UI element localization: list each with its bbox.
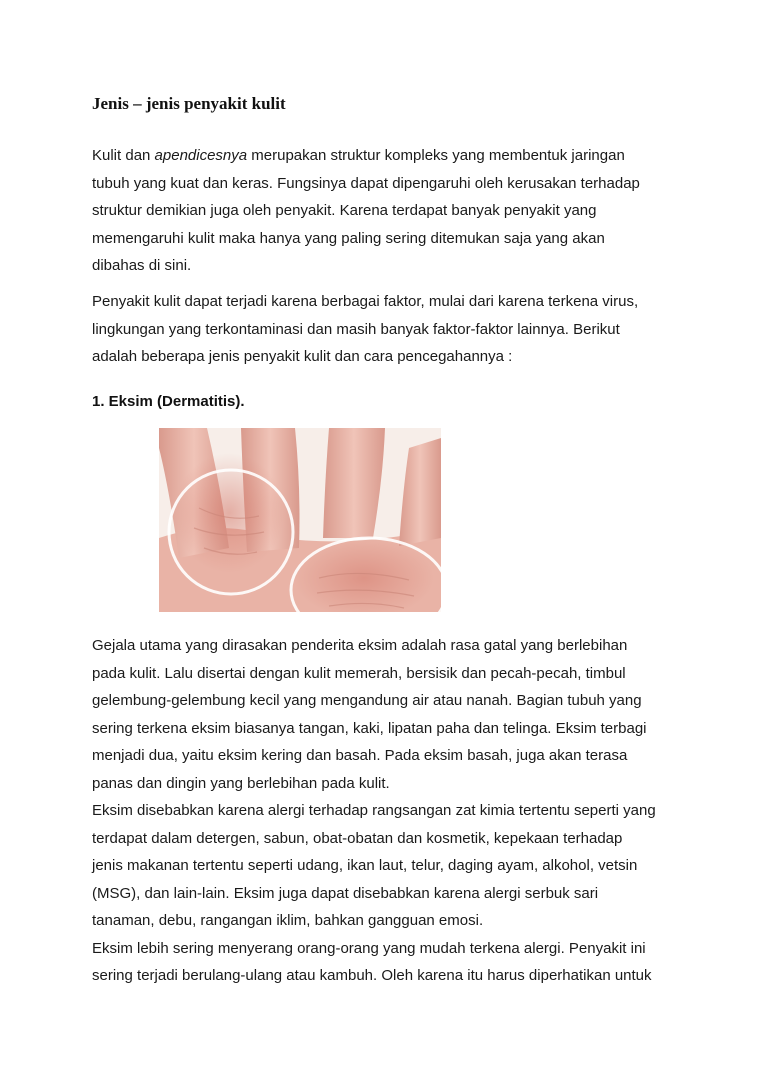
intro-line-1-start: Kulit dan — [92, 147, 155, 164]
section-heading-eksim: 1. Eksim (Dermatitis). — [92, 393, 245, 410]
eksim-line: (MSG), dan lain-lain. Eksim juga dapat disebabkan karena alergi serbuk sari — [92, 884, 599, 902]
eksim-line: Eksim lebih sering menyerang orang-orang yang mudah terkena alergi. Penyakit ini — [92, 939, 646, 957]
intro-line-1-end: merupakan struktur kompleks yang membentuk jaringan — [247, 147, 625, 164]
eksim-line: jenis makanan tertentu seperti udang, ikan laut, telur, daging ayam, alkohol, vetsin — [92, 857, 638, 874]
eksim-line: sering terkena eksim biasanya tangan, kaki, lipatan paha dan telinga. Eksim terbagi — [92, 719, 647, 737]
eksim-line: tanaman, debu, rangangan iklim, bahkan gangguan emosi. — [92, 912, 484, 929]
eczema-hand-illustration — [159, 428, 441, 612]
eksim-line: terdapat dalam detergen, sabun, obat-obatan dan kosmetik, kepekaan terhadap — [92, 829, 623, 847]
intro-line-2: tubuh yang kuat dan keras. Fungsinya dapat dipengaruhi oleh kerusakan terhadap — [92, 174, 640, 192]
paragraph-2-line: lingkungan yang terkontaminasi dan masih banyak faktor-faktor lainnya. Berikut — [92, 320, 620, 338]
intro-paragraph — [92, 142, 692, 280]
paragraph-causes — [92, 288, 692, 371]
eksim-line: Gejala utama yang dirasakan penderita eksim adalah rasa gatal yang berlebihan — [92, 637, 628, 654]
intro-line-1 — [92, 142, 692, 170]
intro-line-4: memengaruhi kulit maka hanya yang paling sering ditemukan saja yang akan — [92, 229, 605, 247]
eksim-line: pada kulit. Lalu disertai dengan kulit memerah, bersisik dan pecah-pecah, timbul — [92, 664, 626, 682]
eksim-line: panas dan dingin yang berlebihan pada kulit. — [92, 774, 390, 792]
intro-line-5: dibahas di sini. — [92, 257, 192, 274]
intro-line-3: struktur demikian juga oleh penyakit. Karena terdapat banyak penyakit yang — [92, 202, 597, 219]
eksim-line: Eksim disebabkan karena alergi terhadap rangsangan zat kimia tertentu seperti yang — [92, 802, 656, 819]
document-title: Jenis – jenis penyakit kulit — [92, 94, 286, 113]
paragraph-eksim-symptoms — [92, 632, 692, 990]
eksim-line: sering terjadi berulang-ulang atau kambuh. Oleh karena itu harus diperhatikan untuk — [92, 967, 652, 984]
eczema-hand-image — [159, 428, 441, 612]
paragraph-2-line: adalah beberapa jenis penyakit kulit dan cara pencegahannya : — [92, 348, 513, 365]
intro-italic-term: apendicesnya — [154, 147, 248, 164]
paragraph-2-line: Penyakit kulit dapat terjadi karena berbagai faktor, mulai dari karena terkena virus, — [92, 293, 639, 310]
eksim-line: gelembung-gelembung kecil yang mengandung air atau nanah. Bagian tubuh yang — [92, 692, 642, 709]
eksim-line: menjadi dua, yaitu eksim kering dan basah. Pada eksim basah, juga akan terasa — [92, 747, 628, 764]
